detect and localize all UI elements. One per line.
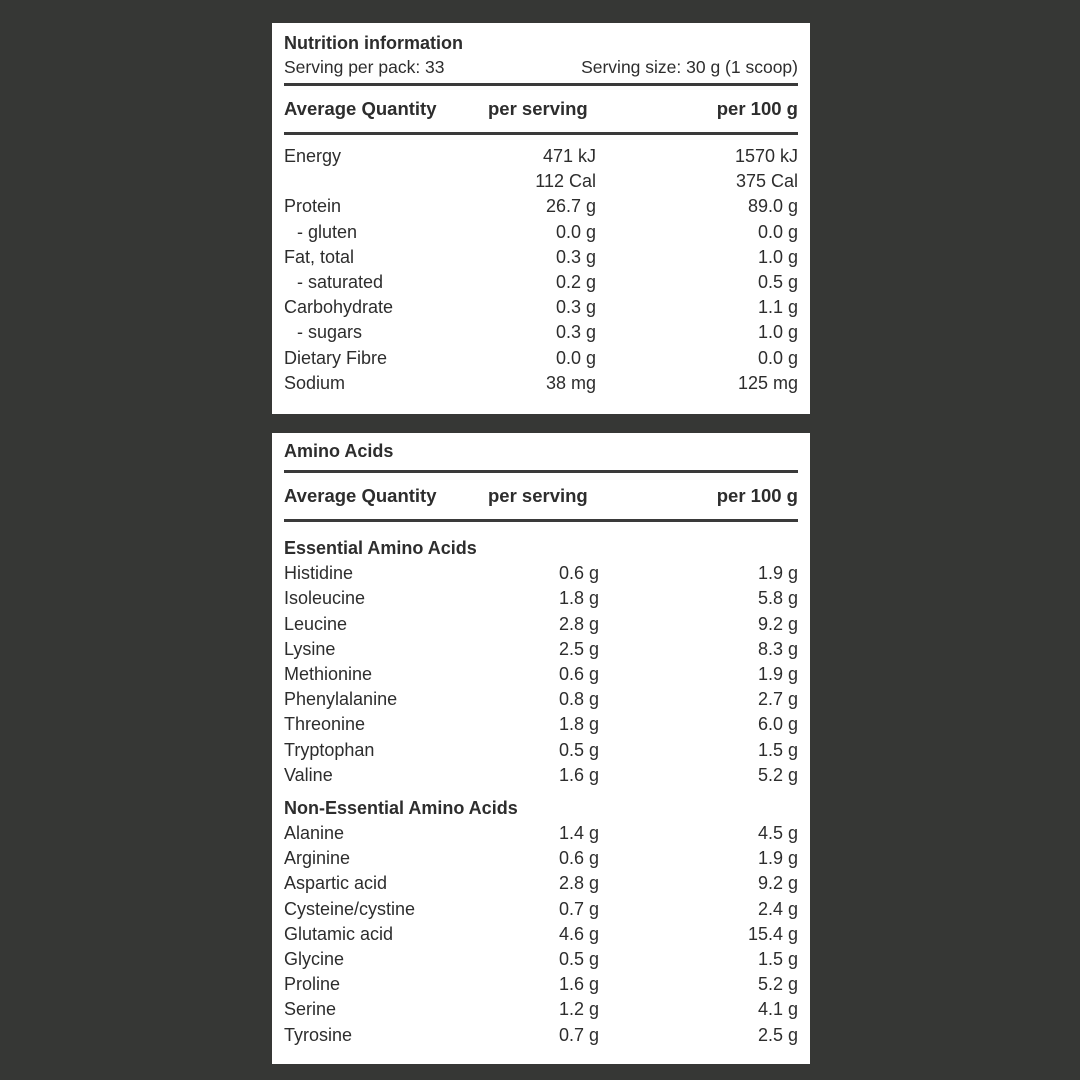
row-label: Cysteine/cystine xyxy=(284,898,416,919)
row-per-serving: 0.3 g xyxy=(555,322,596,343)
row-label: Tryptophan xyxy=(284,739,375,760)
table-row xyxy=(284,922,798,947)
row-per-serving: 38 mg xyxy=(545,372,596,393)
row-per-100g: 1.1 g xyxy=(757,297,798,318)
row-per-100g: 0.0 g xyxy=(757,347,798,368)
row-per-100g: 1570 kJ xyxy=(734,146,798,166)
row-label: Proline xyxy=(284,974,341,995)
row-per-serving: 1.6 g xyxy=(558,974,599,995)
table-row xyxy=(284,947,798,972)
table-row xyxy=(284,586,798,611)
row-label: Arginine xyxy=(284,848,351,869)
table-row xyxy=(284,897,798,922)
header-per-serving: per serving xyxy=(488,485,588,506)
row-per-serving: 471 kJ xyxy=(542,146,596,166)
table-row xyxy=(284,144,798,169)
row-per-serving: 112 Cal xyxy=(535,171,596,192)
table-row xyxy=(284,220,798,245)
row-label: Phenylalanine xyxy=(284,689,398,710)
table-row xyxy=(284,712,798,737)
row-per-100g: 2.7 g xyxy=(757,689,798,710)
header-per-serving: per serving xyxy=(488,98,588,119)
row-label: Isoleucine xyxy=(284,588,366,609)
serving-info xyxy=(284,57,798,83)
table-row xyxy=(284,637,798,662)
row-label: Dietary Fibre xyxy=(284,347,388,368)
row-per-serving: 1.4 g xyxy=(558,823,599,844)
header-average-quantity: Average Quantity xyxy=(284,98,437,119)
row-per-100g: 8.3 g xyxy=(757,638,798,659)
row-per-serving: 0.0 g xyxy=(555,347,596,368)
row-per-100g: 0.0 g xyxy=(757,221,798,242)
table-row xyxy=(284,738,798,763)
header-average-quantity: Average Quantity xyxy=(284,485,437,506)
row-per-serving: 0.7 g xyxy=(558,1024,599,1045)
table-row xyxy=(284,194,798,219)
table-row xyxy=(284,612,798,637)
table-row xyxy=(284,997,798,1022)
nutrition-header-row xyxy=(284,86,798,132)
row-label: - saturated xyxy=(297,271,384,292)
table-row xyxy=(284,169,798,194)
row-per-100g: 6.0 g xyxy=(757,714,798,735)
row-label: Valine xyxy=(284,764,333,785)
table-row xyxy=(284,871,798,896)
row-per-100g: 4.1 g xyxy=(757,999,798,1020)
row-per-serving: 0.5 g xyxy=(558,739,599,760)
row-per-serving: 1.2 g xyxy=(558,999,599,1020)
row-label xyxy=(284,169,484,194)
row-per-serving: 1.8 g xyxy=(558,588,599,609)
row-per-100g: 1.9 g xyxy=(757,663,798,684)
row-label: Histidine xyxy=(284,563,354,584)
essential-rows xyxy=(284,561,798,788)
amino-header-row xyxy=(284,473,798,519)
row-per-100g: 2.5 g xyxy=(757,1024,798,1045)
row-per-100g: 5.2 g xyxy=(757,764,798,785)
table-row xyxy=(284,245,798,270)
table-row xyxy=(284,846,798,871)
row-per-serving: 0.2 g xyxy=(555,271,596,292)
serving-size: Serving size: 30 g (1 scoop) xyxy=(581,57,798,77)
table-row xyxy=(284,346,798,371)
row-per-100g: 375 Cal xyxy=(735,171,798,192)
table-row xyxy=(284,972,798,997)
row-label: Aspartic acid xyxy=(284,873,388,894)
row-label: Sodium xyxy=(284,372,346,393)
row-per-100g: 5.8 g xyxy=(757,588,798,609)
row-per-serving: 0.3 g xyxy=(555,297,596,318)
table-row xyxy=(284,270,798,295)
row-per-serving: 2.8 g xyxy=(558,873,599,894)
row-per-serving: 0.6 g xyxy=(558,663,599,684)
row-label: Fat, total xyxy=(284,246,355,267)
row-per-serving: 0.7 g xyxy=(558,898,599,919)
row-per-serving: 1.8 g xyxy=(558,714,599,735)
row-per-serving: 0.6 g xyxy=(558,563,599,584)
serving-per-pack: Serving per pack: 33 xyxy=(284,57,445,77)
table-row xyxy=(284,687,798,712)
row-label: Methionine xyxy=(284,663,373,684)
row-label: Threonine xyxy=(284,714,366,735)
table-row xyxy=(284,763,798,788)
row-label: Tyrosine xyxy=(284,1024,353,1045)
table-row xyxy=(284,295,798,320)
row-per-100g: 4.5 g xyxy=(757,823,798,844)
nutrition-rows xyxy=(284,135,798,396)
row-per-100g: 1.5 g xyxy=(757,739,798,760)
essential-section-title: Essential Amino Acids xyxy=(284,538,477,558)
row-per-100g: 9.2 g xyxy=(757,613,798,634)
row-per-100g: 1.9 g xyxy=(757,848,798,869)
row-per-100g: 125 mg xyxy=(737,372,798,393)
row-label: - gluten xyxy=(297,221,358,242)
row-label: Carbohydrate xyxy=(284,297,394,318)
header-per-100g: per 100 g xyxy=(716,485,798,506)
amino-title: Amino Acids xyxy=(284,441,394,461)
header-per-100g: per 100 g xyxy=(716,98,798,119)
row-label: Serine xyxy=(284,999,337,1020)
row-per-100g: 1.0 g xyxy=(757,322,798,343)
row-label: Leucine xyxy=(284,613,348,634)
row-label: Lysine xyxy=(284,638,336,659)
nutrition-information-panel xyxy=(272,23,810,414)
row-per-serving: 0.3 g xyxy=(555,246,596,267)
table-row xyxy=(284,662,798,687)
nonessential-rows xyxy=(284,821,798,1048)
nonessential-section-title: Non-Essential Amino Acids xyxy=(284,797,518,818)
row-per-100g: 89.0 g xyxy=(747,196,798,217)
row-label: Glutamic acid xyxy=(284,923,394,944)
row-per-100g: 1.0 g xyxy=(757,246,798,267)
row-label: Protein xyxy=(284,196,342,217)
row-per-100g: 0.5 g xyxy=(757,271,798,292)
row-per-serving: 0.5 g xyxy=(558,949,599,969)
row-per-serving: 0.0 g xyxy=(555,221,596,242)
nutrition-title: Nutrition information xyxy=(284,33,463,53)
row-label: Glycine xyxy=(284,949,345,969)
row-label: - sugars xyxy=(297,322,363,343)
row-per-serving: 2.8 g xyxy=(558,613,599,634)
table-row xyxy=(284,821,798,846)
row-per-100g: 2.4 g xyxy=(757,898,798,919)
table-row xyxy=(284,320,798,345)
table-row xyxy=(284,561,798,586)
row-per-100g: 1.9 g xyxy=(757,563,798,584)
row-per-serving: 26.7 g xyxy=(545,196,596,217)
row-per-serving: 4.6 g xyxy=(558,923,599,944)
row-per-100g: 9.2 g xyxy=(757,873,798,894)
amino-acids-panel xyxy=(272,433,810,1064)
row-per-serving: 0.8 g xyxy=(558,689,599,710)
row-per-100g: 5.2 g xyxy=(757,974,798,995)
table-row xyxy=(284,371,798,396)
table-row xyxy=(284,1023,798,1048)
row-label: Alanine xyxy=(284,823,345,844)
row-label: Energy xyxy=(284,146,342,166)
row-per-serving: 2.5 g xyxy=(558,638,599,659)
row-per-100g: 1.5 g xyxy=(757,949,798,969)
row-per-serving: 1.6 g xyxy=(558,764,599,785)
row-per-serving: 0.6 g xyxy=(558,848,599,869)
row-per-100g: 15.4 g xyxy=(747,923,798,944)
